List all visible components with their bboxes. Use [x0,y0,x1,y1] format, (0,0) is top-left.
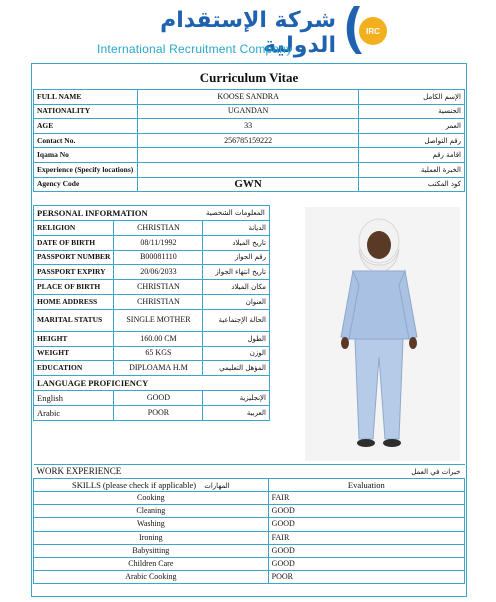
personal-info-heading-ar: المعلومات الشخصية [203,206,270,221]
personal-label: RELIGION [34,221,114,236]
personal-label-ar: تاريخ الميلاد [203,235,270,250]
skill-name: Ironing [34,531,269,544]
candidate-photo [305,207,460,461]
personal-label-ar: الوزن [203,346,270,361]
language-row-arabic [34,405,270,420]
personal-row-passport-expiry [34,265,270,280]
personal-value: 08/11/1992 [114,235,203,250]
work-experience-table [33,464,465,584]
language-heading-row [34,376,270,391]
personal-row-education [34,361,270,376]
personal-info-heading: PERSONAL INFORMATION [34,206,203,221]
language-label: English [34,391,114,406]
skill-row-arabic-cooking [34,571,465,584]
info-label: Contact No. [34,133,138,148]
personal-value: 160.00 CM [114,331,203,346]
personal-value: SINGLE MOTHER [114,309,203,331]
language-heading: LANGUAGE PROFICIENCY [34,376,270,391]
personal-label: PASSPORT EXPIRY [34,265,114,280]
skill-evaluation: FAIR [268,492,464,505]
personal-label-ar: الطول [203,331,270,346]
skill-evaluation: FAIR [268,531,464,544]
company-english-name: International Recruitment Company [97,42,293,56]
company-arabic-name: شركة الإستقدام الدولية [160,8,336,58]
personal-value: B00081110 [114,250,203,265]
info-label: NATIONALITY [34,104,138,119]
language-label-ar: الإنجليزية [203,391,270,406]
personal-label: PLACE OF BIRTH [34,280,114,295]
info-label: Agency Code [34,177,138,192]
skill-row-ironing [34,531,465,544]
info-row-agency-code [34,177,465,192]
info-row-full-name [34,90,465,105]
personal-row-marital-status [34,309,270,331]
info-row-experience-specify-locations [34,162,465,177]
basic-info-table [33,89,465,192]
evaluation-header: Evaluation [268,479,464,492]
personal-info-heading-row [34,206,270,221]
info-label: FULL NAME [34,90,138,105]
personal-label-ar: رقم الجواز [203,250,270,265]
work-experience-heading-ar: خبرات في العمل [411,468,461,476]
personal-value: 65 KGS [114,346,203,361]
personal-label-ar: مكان الميلاد [203,280,270,295]
info-value [137,162,358,177]
personal-value: CHRISTIAN [114,280,203,295]
skill-row-cleaning [34,505,465,518]
info-value: 33 [137,119,358,134]
personal-value: CHRISTIAN [114,221,203,236]
personal-label: PASSPORT NUMBER [34,250,114,265]
info-row-iqama-no [34,148,465,163]
personal-value: DIPLOAMA H.M [114,361,203,376]
skill-evaluation: GOOD [268,544,464,557]
info-label-ar: الخبرة العملية [359,162,465,177]
work-experience-heading-cell [34,465,465,479]
skill-name: Cooking [34,492,269,505]
personal-label: DATE OF BIRTH [34,235,114,250]
skill-evaluation: POOR [268,571,464,584]
skill-row-washing [34,518,465,531]
personal-value: CHRISTIAN [114,294,203,309]
info-label: AGE [34,119,138,134]
skills-header: SKILLS (please check if applicable) [71,479,197,490]
skill-evaluation: GOOD [268,505,464,518]
personal-label-ar: المؤهل التعليمي [203,361,270,376]
company-logo-icon [340,2,396,58]
info-value: KOOSE SANDRA [137,90,358,105]
skills-header-cell [34,479,269,492]
personal-value: 20/06/2033 [114,265,203,280]
skill-name: Washing [34,518,269,531]
skill-evaluation: GOOD [268,557,464,570]
info-label-ar: اقامة رقم [359,148,465,163]
skill-evaluation: GOOD [268,518,464,531]
personal-row-date-of-birth [34,235,270,250]
skill-row-babysitting [34,544,465,557]
company-header [0,0,496,60]
language-row-english [34,391,270,406]
personal-row-home-address [34,294,270,309]
info-label: Experience (Specify locations) [34,162,138,177]
language-label-ar: العربية [203,405,270,420]
work-experience-heading: WORK EXPERIENCE [36,466,122,476]
cv-title: Curriculum Vitae [199,70,299,85]
personal-row-religion [34,221,270,236]
personal-row-weight [34,346,270,361]
personal-row-passport-number [34,250,270,265]
info-label-ar: الإسم الكامل [359,90,465,105]
logo-text: IRC [366,27,380,36]
language-value: POOR [114,405,203,420]
info-value: 256785159222 [137,133,358,148]
skill-row-cooking [34,492,465,505]
personal-label-ar: تاريخ انتهاء الجواز [203,265,270,280]
info-label-ar: العمر [359,119,465,134]
personal-label: WEIGHT [34,346,114,361]
info-row-contact-no [34,133,465,148]
personal-label: MARITAL STATUS [34,309,114,331]
skill-name: Arabic Cooking [34,571,269,584]
info-label-ar: الجنسية [359,104,465,119]
info-value: GWN [137,177,358,192]
personal-row-place-of-birth [34,280,270,295]
candidate-photo-figure-icon [305,207,460,461]
personal-label-ar: الحالة الإجتماعية [203,309,270,331]
info-value: UGANDAN [137,104,358,119]
personal-label-ar: العنوان [203,294,270,309]
info-label: Iqama No [34,148,138,163]
skill-row-children-care [34,557,465,570]
personal-label-ar: الديانة [203,221,270,236]
info-value [137,148,358,163]
skill-name: Babysitting [34,544,269,557]
info-label-ar: رقم التواصل [359,133,465,148]
personal-info-table [33,205,270,421]
personal-label: HOME ADDRESS [34,294,114,309]
info-row-nationality [34,104,465,119]
personal-label: HEIGHT [34,331,114,346]
info-label-ar: كود المكتب [359,177,465,192]
skill-name: Children Care [34,557,269,570]
personal-label: EDUCATION [34,361,114,376]
info-row-age [34,119,465,134]
skills-header-ar: المهارات [204,481,230,490]
personal-row-height [34,331,270,346]
language-label: Arabic [34,405,114,420]
language-value: GOOD [114,391,203,406]
skill-name: Cleaning [34,505,269,518]
